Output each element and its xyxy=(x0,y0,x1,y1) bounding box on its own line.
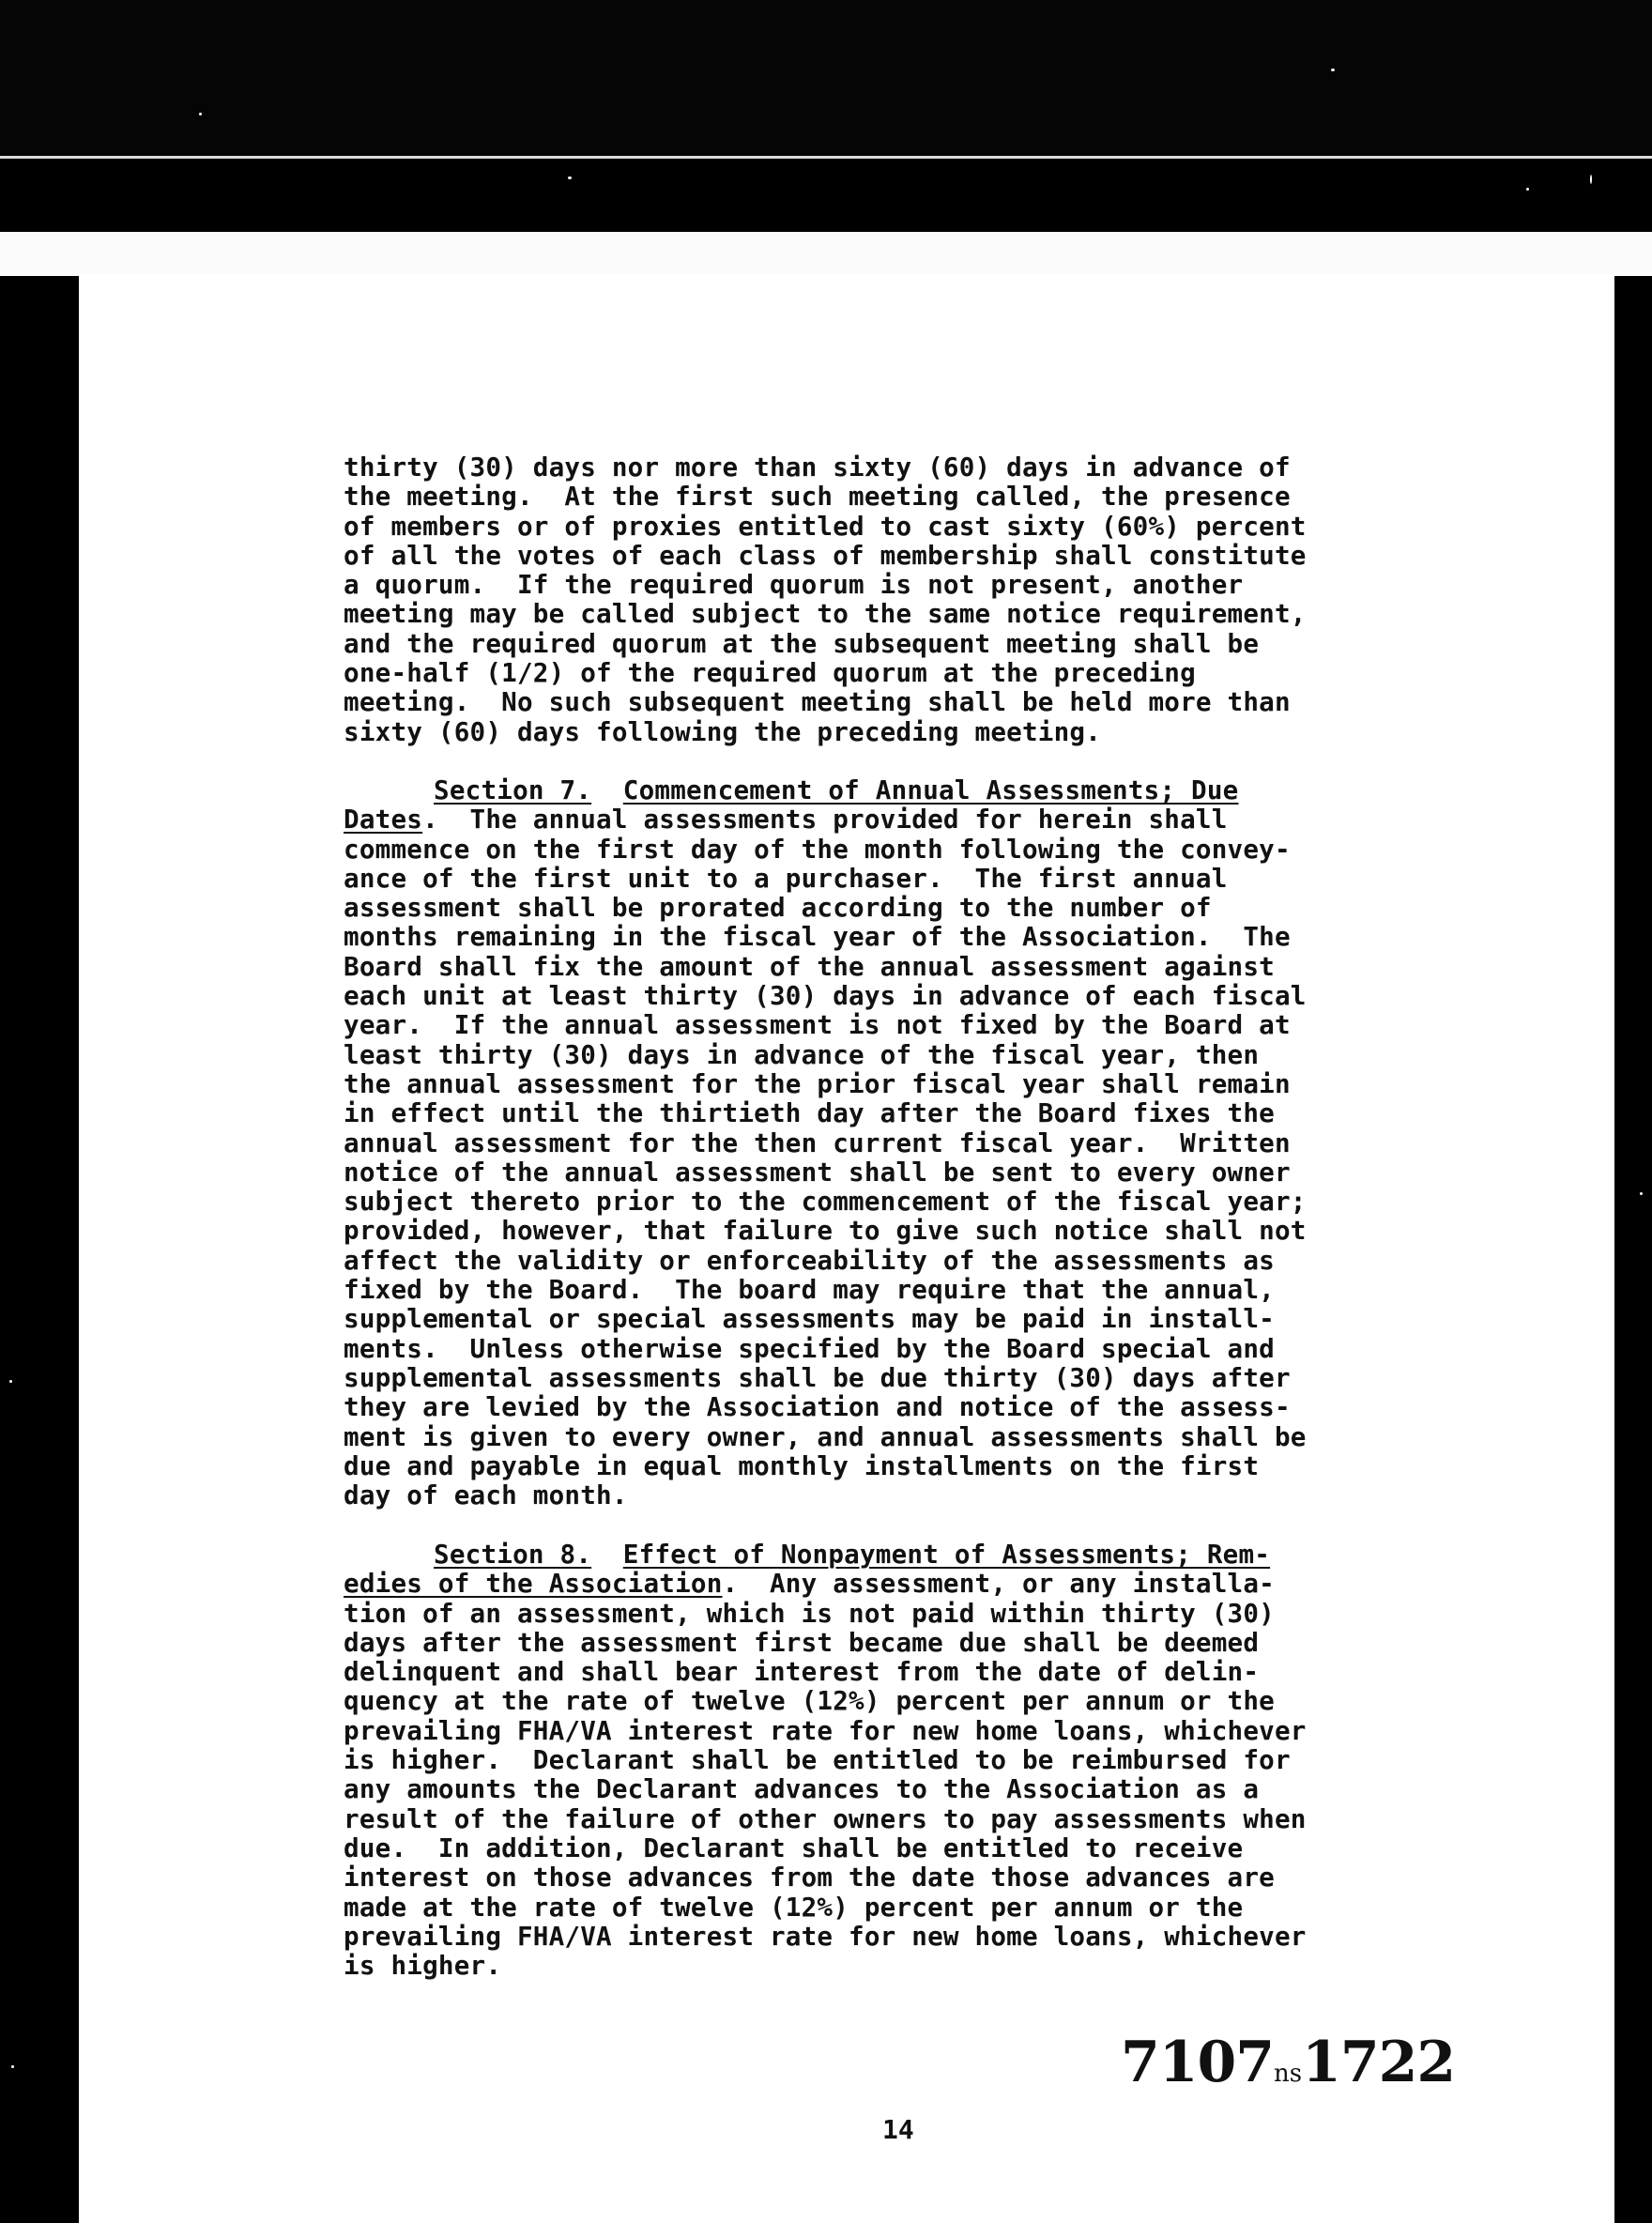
text-line: affect the validity or enforceability of the assessments as xyxy=(344,1244,1275,1276)
section-7-label: Section 7. xyxy=(434,774,592,805)
text-line: the annual assessment for the prior fiscal year shall remain xyxy=(344,1067,1291,1099)
scan-speck xyxy=(1526,188,1529,191)
text-line: the meeting. At the first such meeting called, the presence xyxy=(344,481,1291,513)
text-line: due and payable in equal monthly installments on the first xyxy=(344,1449,1260,1481)
text-line: meeting. No such subsequent meeting shall be held more than xyxy=(344,686,1291,718)
text-line: meeting may be called subject to the same notice requirement, xyxy=(344,598,1307,630)
section-8-label: Section 8. xyxy=(434,1539,592,1570)
text-line: notice of the annual assessment shall be sent to every owner xyxy=(344,1156,1291,1188)
text-line: and the required quorum at the subsequent meeting shall be xyxy=(344,627,1260,659)
scan-speck xyxy=(568,176,572,179)
text-line: supplemental or special assessments may be paid in install- xyxy=(344,1303,1275,1335)
text-line: assessment shall be prorated according to the number of xyxy=(344,892,1212,924)
text-line: sixty (60) days following the preceding meeting. xyxy=(344,715,1102,747)
stamp-page-number: 1722 xyxy=(1302,2030,1456,2095)
text-line: months remaining in the fiscal year of the Association. The xyxy=(344,921,1291,953)
scan-dark-band xyxy=(0,160,1652,230)
text-line: they are levied by the Association and notice of the assess- xyxy=(344,1391,1291,1423)
section-8-heading-line xyxy=(344,1540,1564,1569)
text-line: each unit at least thirty (30) days in advance of each fiscal xyxy=(344,980,1307,1012)
section-8-title-cont: edies of the Association xyxy=(344,1568,723,1600)
section-7-title-cont: Dates xyxy=(344,804,423,836)
section-7-heading-line xyxy=(344,775,1564,805)
text-line: commence on the first day of the month following the convey- xyxy=(344,833,1291,865)
text-line: a quorum. If the required quorum is not present, another xyxy=(344,569,1244,601)
text-line: fixed by the Board. The board may require that the annual, xyxy=(344,1274,1275,1306)
text-line: quency at the rate of twelve (12%) percent per annum or the xyxy=(344,1685,1275,1717)
section-8-first-line: . Any assessment, or any installa- xyxy=(722,1568,1275,1600)
text-line: any amounts the Declarant advances to the Association as a xyxy=(344,1773,1260,1805)
text-line: ments. Unless otherwise specified by the Board special and xyxy=(344,1332,1275,1364)
text-line: ment is given to every owner, and annual assessments shall be xyxy=(344,1420,1307,1452)
stamp-book-number: 7107 xyxy=(1121,2030,1274,2095)
text-line: delinquent and shall bear interest from the date of delin- xyxy=(344,1656,1260,1688)
text-line: ance of the first unit to a purchaser. The first annual xyxy=(344,862,1228,894)
paragraph-quorum xyxy=(344,452,1564,746)
text-line: supplemental assessments shall be due thirty (30) days after xyxy=(344,1361,1291,1393)
text-line: least thirty (30) days in advance of the fiscal year, then xyxy=(344,1038,1260,1070)
section-8-title: Effect of Nonpayment of Assessments; Rem- xyxy=(622,1539,1271,1570)
text-line: prevailing FHA/VA interest rate for new home loans, whichever xyxy=(344,1920,1307,1952)
text-line: day of each month. xyxy=(344,1479,628,1511)
text-line: of all the votes of each class of membership shall constitute xyxy=(344,539,1307,571)
text-line: made at the rate of twelve (12%) percent per annum or the xyxy=(344,1891,1244,1923)
scan-speck xyxy=(1640,1192,1643,1195)
text-line: in effect until the thirtieth day after the Board fixes the xyxy=(344,1097,1275,1129)
scan-speck xyxy=(199,113,202,115)
scan-speck xyxy=(1331,69,1335,71)
text-line: provided, however, that failure to give such notice shall not xyxy=(344,1215,1307,1247)
scan-line xyxy=(0,156,1652,159)
text-line: is higher. xyxy=(344,1950,502,1982)
text-line: of members or of proxies entitled to cast sixty (60%) percent xyxy=(344,510,1307,542)
section-8 xyxy=(344,1540,1564,1980)
scan-speck xyxy=(11,2065,14,2068)
scan-speck xyxy=(1590,175,1592,184)
text-line: is higher. Declarant shall be entitled to be reimbursed for xyxy=(344,1744,1291,1776)
section-7-title: Commencement of Annual Assessments; Due xyxy=(622,774,1239,805)
scan-white-strip xyxy=(0,232,1652,276)
scan-speck xyxy=(9,1380,12,1383)
text-line: prevailing FHA/VA interest rate for new home loans, whichever xyxy=(344,1714,1307,1746)
text-line: thirty (30) days nor more than sixty (60) days in advance of xyxy=(344,452,1291,483)
section-7 xyxy=(344,775,1564,1510)
text-line: due. In addition, Declarant shall be entitled to receive xyxy=(344,1832,1244,1863)
page-number: 14 xyxy=(882,2114,914,2145)
text-line: interest on those advances from the date those advances are xyxy=(344,1862,1275,1893)
scan-top-border xyxy=(0,0,1652,155)
text-line: days after the assessment first became due shall be deemed xyxy=(344,1626,1260,1658)
text-line: subject thereto prior to the commencement of the fiscal year; xyxy=(344,1186,1307,1218)
book-page-stamp xyxy=(1121,2030,1455,2095)
section-7-first-line: . The annual assessments provided for herein shall xyxy=(422,804,1228,836)
section-7-heading-line-2 xyxy=(344,805,1564,834)
document-page xyxy=(79,274,1614,2223)
text-line: tion of an assessment, which is not paid within thirty (30) xyxy=(344,1597,1275,1629)
section-8-heading-line-2 xyxy=(344,1569,1564,1598)
text-line: Board shall fix the amount of the annual assessment against xyxy=(344,950,1275,982)
text-line: one-half (1/2) of the required quorum at the preceding xyxy=(344,657,1196,689)
text-line: annual assessment for the then current fiscal year. Written xyxy=(344,1127,1291,1158)
stamp-separator: ns xyxy=(1274,2060,1303,2088)
text-line: result of the failure of other owners to pay assessments when xyxy=(344,1802,1307,1834)
text-line: year. If the annual assessment is not fixed by the Board at xyxy=(344,1009,1291,1041)
